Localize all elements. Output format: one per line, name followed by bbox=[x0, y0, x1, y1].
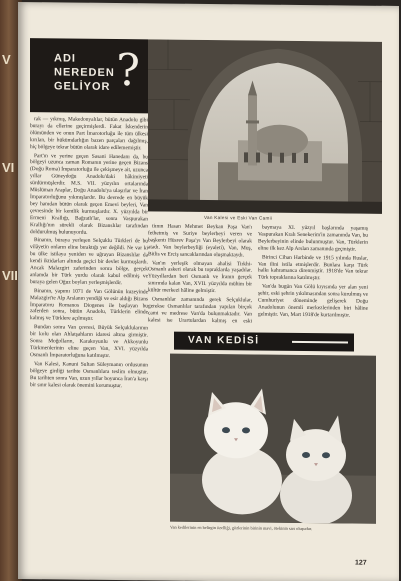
section-header bbox=[30, 38, 148, 113]
van-cats-photo bbox=[170, 354, 376, 524]
body-paragraph: Van Kalesi, Kanuni Sultan Süleymanın ordusunun bölgeye girdiği tarihte Osmanlılara teslim olmuştur. Bu tarihten sonra Van, uzun yıllar boyunca İran'a karşı bir sınır kalesi olarak önemini korumuştur. bbox=[30, 360, 148, 389]
body-paragraph: Bundan sonra Van çevresi, Büyük Selçuklularının bir kolu olan Ahlatşahların idaresi altına girmiştir. Sonra Moğolların, Karakoyunlu ve Akkoyunlu Türkmenlerinin eline geçen Van, XVI. yüzyılda Osmanlı İmparatorluğuna katılmıştır. bbox=[30, 324, 148, 359]
body-paragraph: Binanın, yapımı 1071 de Van Gölünün kuzeyinde Malazgirt'te Alp Arslanın yendiği ve esir aldığı Bizans İmparatoru Romanos Diogenes ile başlayan bu zaferden sonra, bütün Anadolu, Türklerin elinde kalmış ve Türklere açılmıştır. bbox=[30, 287, 148, 323]
page-number: 127 bbox=[355, 559, 367, 567]
body-paragraph: Binanın, buraya yerleşen Selçuklu Türkleri de bu vilâyetin onların eline bıraktığı yer değildi. Ne var ki bu ülke istilaya yeniden ve uğrayan Bizanslılar da kendi iktidarları altında geçici bir devlet kurmuşlardı. Ancak Malazgirt zaferinden sonra bölge, gerçek anlamda bir Türk yurdu olarak kabul edilmiş ve buraya gelen Oğuz boyları yerleşmişlerdir. bbox=[30, 237, 148, 286]
question-mark-icon: ? bbox=[116, 45, 140, 97]
castle-mosque-photo bbox=[148, 39, 382, 213]
body-paragraph: rak — yıkmış, Makedonyalılar, bütün Anadolu gibi burayı da ellerine geçirmişlerdi. Fakat İskenderin ölümünden ve onun Part İmarotorluğu ile tüm ülkesi kırılan, bir hükümdarlığın bazen parçaları dağılmış, hiç bölgeye tekrar bütün olarak idare edilememiştir. bbox=[30, 116, 148, 151]
castle-mosque-illustration bbox=[148, 39, 382, 213]
van-cats-illustration bbox=[170, 354, 376, 524]
text-column-right bbox=[258, 225, 368, 326]
photo-caption: Van Kalesi ve Eski Van Camii bbox=[204, 214, 273, 221]
photo-caption: Van kedilerinin en belirgin özelliği, gözlerinin birinin mavi, ötekinin sarı oluşudur. bbox=[170, 524, 313, 532]
spine-label: VII bbox=[2, 268, 18, 283]
spine-label: VI bbox=[2, 160, 15, 175]
section-banner bbox=[174, 332, 354, 352]
body-paragraph: tiının Hasan Mehmet Beykan Paşa Van'ı fethetmiş ve Suriye beylerbeyi veren ve başkentı Hüsrev Paşa'yı Van Beylerbeyi olarak atadı. Van beylerbeyliği (eyaleti), Van, Muş, Bitlis ve Erciş sancaklarından oluşmaktaydı. bbox=[148, 223, 252, 258]
body-paragraph: baymaya XI. yüzyıl başlarında yaşamış Vaspurakan Kralı Senekerim'in zamanında Van, bu Beylerbeyinin elinde bulunmuştur. Van, Türklerin eline ilk kez Alp Arslan zamanında geçmiştir. bbox=[258, 224, 368, 253]
header-line-2: NEREDEN bbox=[54, 66, 115, 80]
body-paragraph: Van'da bugün Van Gölü kıyısında yer alan yeni şehir, eski şehrin yıkılmasından sonra kurulmuş ve Cumhuriyet döneminde gelişerek Doğu Anadolunun önemli merkezlerinden biri hâline gelmiştir. Van, Mart 1918'de kurtarılmıştır. bbox=[258, 283, 368, 319]
body-paragraph: Van'ın yerleşik olmayan ahalisi Tirkhi-Osmanlı askeri olarak bu topraklarda yaşadılar. Yüzyıllardan beri Osmanlı ve İranın gerçek sınırında kalan Van, XVII. yüzyılda mühim bir kültür merkezi hâline gelmiştir. bbox=[148, 259, 252, 295]
text-column-middle bbox=[148, 223, 252, 324]
body-paragraph: Osmanlılar zamanında gerek Selçuklular, gerekse Osmanlılar tarafından yapılan birçok cami ve medrese Van'da bulunmaktadır. Van kalesi ise Urartulardan kalmış en eski bbox=[148, 296, 252, 325]
banner-rule bbox=[292, 341, 348, 344]
magazine-page bbox=[18, 2, 399, 581]
text-column-left bbox=[30, 116, 148, 569]
header-line-3: GELİYOR bbox=[54, 80, 111, 93]
spine-label: V bbox=[2, 52, 11, 67]
header-line-1: ADI bbox=[54, 52, 76, 65]
body-paragraph: Part'ın ve yerine geçen Sasani Hanedanı da, bu bölgeyi uzunca zaman Romanın yerine geçen Bizans (Doğu Roma) İmparatorluğu ile çekişmeye ait, uzunca yıllar Güneydoğu Anadolu'daki hâkimiyeti sürdürmüşlerdir. M.S. VII. yüzyılın ortalarında Müslüman Araplar, Doğu Anadolu'ya ulaşırlar ve İran İmparatorluğunu yıkmışlardır. Bu devrede en büyük bey hanıdan bütün olarak geçen Emevi beyleri, Van çevresinde bir kentlik kurmuşlardır. X. yüzyılda bir Ermeni Krallığı, Bağratlı'lar, sonra Vaspurakan Krallığı'nın sürekli olarak Bizanslılar tarafından doldurulmuş bulunuyordu. bbox=[30, 152, 148, 236]
body-paragraph: Birinci Cihan Harbinde ve 1915 yılında Ruslar, Van ilini istila etmişlerdir. Bunlara karşı Türk halkı kahramanca direnmiştir. 1918'de Van tekrar Türk topraklarına katılmıştır. bbox=[258, 254, 368, 282]
banner-title: VAN KEDİSİ bbox=[188, 334, 260, 347]
